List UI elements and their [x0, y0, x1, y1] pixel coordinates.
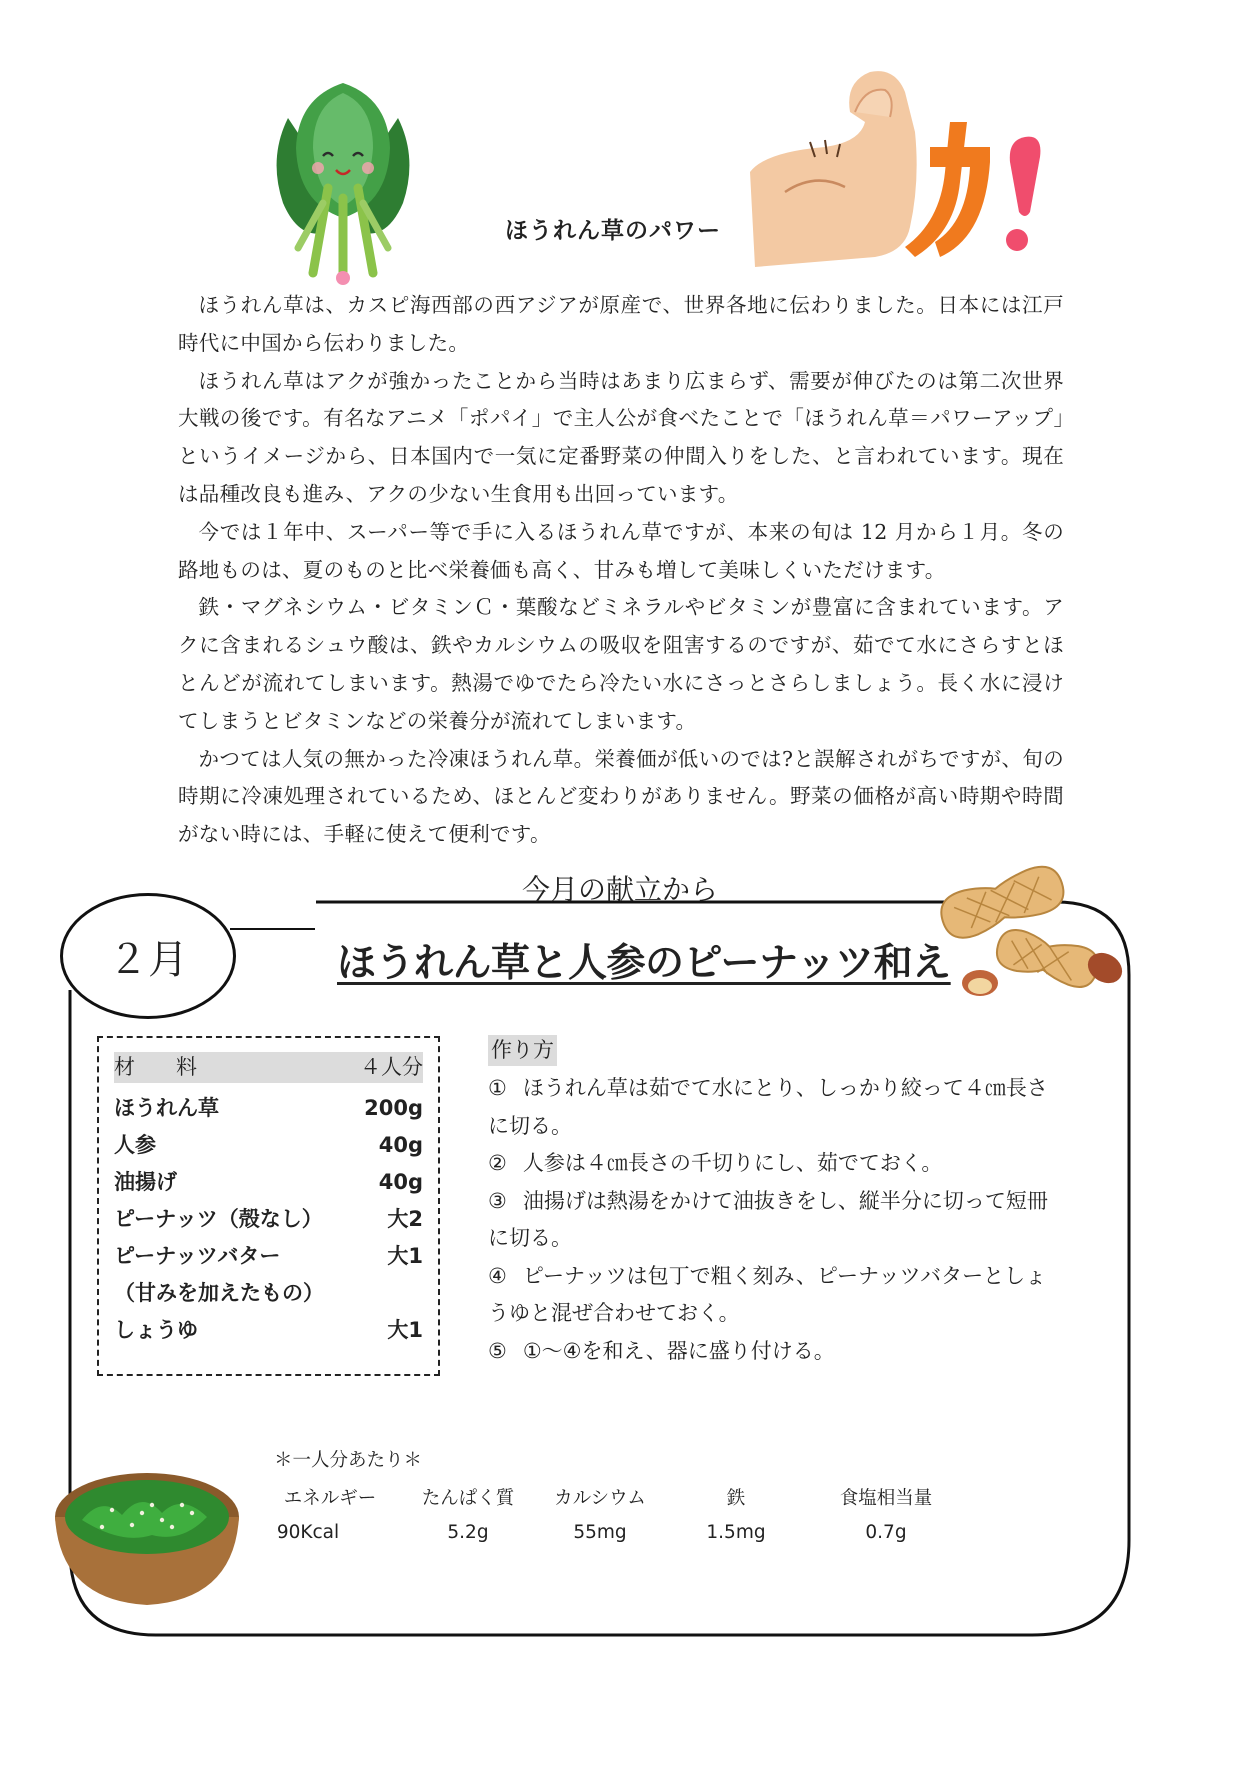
nutrition-value: 90Kcal — [276, 1522, 340, 1543]
step-number: ④ — [488, 1263, 507, 1288]
nutrition-value: 5.2g — [447, 1522, 489, 1543]
ingredient-row — [114, 1201, 423, 1238]
ingredient-row — [114, 1127, 423, 1164]
ingredient-amount: 200g — [364, 1096, 423, 1120]
ingredient-amount: 40g — [378, 1133, 423, 1157]
ingredient-row — [114, 1238, 423, 1275]
ingredient-amount: 大1 — [387, 1318, 423, 1342]
nutrition-name: カルシウム — [554, 1488, 646, 1509]
nutrition-value: 0.7g — [865, 1522, 907, 1543]
ingredients-header-name: 材 料 — [114, 1055, 207, 1079]
ingredient-name: ピーナッツバター — [114, 1244, 281, 1268]
menu-section-label: 今月の献立から — [522, 873, 719, 906]
ingredients-box — [97, 1036, 440, 1376]
method-step — [488, 1333, 1048, 1371]
method-step — [488, 1258, 1048, 1333]
ingredient-name: しょうゆ — [114, 1318, 198, 1342]
method-step — [488, 1183, 1048, 1258]
ingredient-amount: 大2 — [387, 1207, 423, 1231]
spinach-character-illustration — [268, 78, 418, 293]
ingredient-row — [114, 1164, 423, 1201]
ingredients-header-servings: ４人分 — [360, 1055, 423, 1079]
ingredient-name: 人参 — [114, 1133, 156, 1157]
ingredient-note: （甘みを加えたもの） — [114, 1281, 324, 1305]
article-paragraph: ほうれん草は、カスピ海西部の西アジアが原産で、世界各地に伝わりました。日本には江戸時代に中国から伝わりました。 — [178, 293, 1064, 355]
ingredient-row — [114, 1090, 423, 1127]
nutrition-name: 鉄 — [726, 1488, 746, 1509]
article-paragraph: 鉄・マグネシウム・ビタミンＣ・葉酸などミネラルやビタミンが豊富に含まれています。アクに含まれるシュウ酸は、鉄やカルシウムの吸収を阻害するのですが、茹でて水にさらすとほとんどが流れてしまいます。熱湯でゆでたら冷たい水にさっとさらしましょう。長く水に浸けてしまうとビタミンなどの栄養分が流れてしまいます。 — [178, 595, 1064, 733]
ingredient-name: ピーナッツ（殻なし） — [114, 1207, 323, 1231]
ingredients-header — [114, 1052, 423, 1083]
nutrition-name: たんぱく質 — [421, 1488, 515, 1509]
article-paragraph: ほうれん草はアクが強かったことから当時はあまり広まらず、需要が伸びたのは第二次世界大戦の後です。有名なアニメ「ポパイ」で主人公が食べたことで「ほうれん草＝パワーアップ」というイメージから、日本国内で一気に定番野菜の仲間入りをした、と言われています。現在は品種改良も進み、アクの少ない生食用も出回っています。 — [178, 368, 1064, 506]
nutrition-value: 55mg — [573, 1522, 627, 1543]
nutrition-value: 1.5mg — [706, 1522, 766, 1543]
month-connector-line — [230, 928, 315, 930]
article-paragraph: 今では１年中、スーパー等で手に入るほうれん草ですが、本来の旬は 12 月から１月。冬の路地ものは、夏のものと比べ栄養価も高く、甘みも増して美味しくいただけます。 — [178, 519, 1064, 582]
power-arm-illustration — [745, 62, 1055, 277]
ingredient-amount: 大1 — [387, 1244, 423, 1268]
nutrition-name: 食塩相当量 — [839, 1488, 933, 1509]
step-text: ほうれん草は茹でて水にとり、しっかり絞って４㎝長さに切る。 — [488, 1076, 1048, 1138]
method-step — [488, 1145, 1048, 1183]
step-text: 油揚げは熱湯をかけて油抜きをし、縦半分に切って短冊に切る。 — [488, 1188, 1048, 1250]
ingredient-name: ほうれん草 — [114, 1096, 219, 1120]
article-body — [178, 287, 1064, 854]
step-text: 人参は４㎝長さの千切りにし、茹でておく。 — [522, 1151, 943, 1175]
ingredient-row — [114, 1275, 423, 1312]
method-step — [488, 1070, 1048, 1145]
step-number: ② — [488, 1151, 507, 1175]
month-label: ２月 — [108, 936, 188, 983]
spinach-bowl-illustration — [52, 1465, 242, 1610]
dish-title: ほうれん草と人参のピーナッツ和え — [337, 941, 951, 986]
article-title: ほうれん草のパワー — [505, 217, 721, 244]
nutrition-name: エネルギー — [283, 1488, 377, 1509]
ingredient-amount: 40g — [378, 1170, 423, 1194]
nutrition-label: ＊一人分あたり＊ — [274, 1450, 423, 1471]
peanut-illustration — [925, 858, 1125, 1008]
step-number: ① — [488, 1076, 507, 1100]
method-section — [488, 1035, 1048, 1370]
step-number: ③ — [488, 1188, 507, 1213]
method-title: 作り方 — [488, 1035, 557, 1066]
step-number: ⑤ — [488, 1338, 507, 1363]
step-text: ①～④を和え、器に盛り付ける。 — [522, 1338, 835, 1363]
month-badge — [60, 893, 236, 1019]
ingredient-name: 油揚げ — [114, 1170, 177, 1194]
ingredient-row — [114, 1312, 423, 1349]
step-text: ピーナッツは包丁で粗く刻み、ピーナッツバターとしょうゆと混ぜ合わせておく。 — [488, 1263, 1047, 1325]
article-paragraph: かつては人気の無かった冷凍ほうれん草。栄養価が低いのでは?と誤解されがちですが、旬の時期に冷凍処理されているため、ほとんど変わりがありません。野菜の価格が高い時期や時間がない時には、手軽に使えて便利です。 — [178, 746, 1064, 847]
